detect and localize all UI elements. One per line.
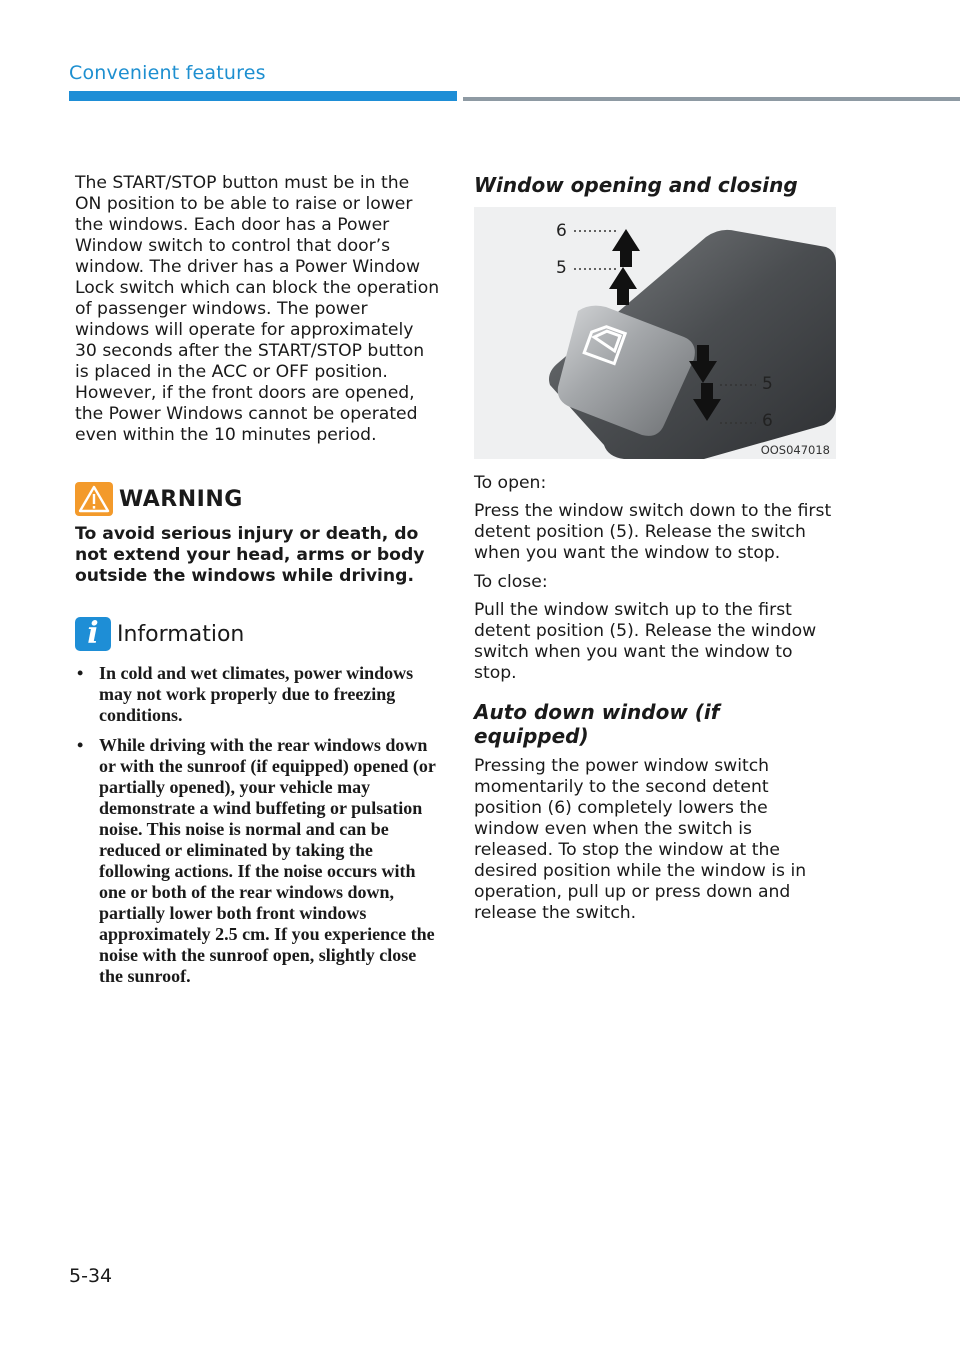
figure-label-up-near: 5 [556,258,567,278]
window-switch-illustration [474,207,836,459]
right-column [474,173,836,924]
auto-down-title: Auto down window (if equipped) [474,700,720,748]
figure-label-up-far: 6 [556,221,567,241]
warning-block [75,482,440,587]
header-rule-grey [463,97,960,101]
warning-text: To avoid serious injury or death, do not extend your head, arms or body outside the windows while driving. [75,524,425,586]
section-title: Window opening and closing [474,173,798,197]
information-title: Information [117,621,245,647]
figure-label-down-near: 5 [762,374,773,394]
arrow-up-near [609,267,637,305]
information-header [75,617,440,651]
figure-code: OOS047018 [760,443,830,457]
page-number: 5-34 [69,1265,113,1287]
header-title: Convenient features [69,62,266,84]
information-icon: i [75,617,111,651]
close-text: Pull the window switch up to the first detent position (5). Release the window switch when you want the window to stop. [474,600,817,683]
information-item: • While driving with the rear windows down or with the sunroof (if equipped) opened (or partially opened), your vehicle may demonstrate a wind buffeting or pulsation noise. This noise is normal and can be reduced or eliminated by taking the following actions. If the noise occurs with one or both of the rear windows down, partially lower both front windows approximately 2.5 cm. If you experience the noise with the sunroof open, slightly close the sunroof. [75,735,440,987]
left-column [75,173,440,996]
warning-header [75,482,440,516]
information-item: • In cold and wet climates, power windows may not work properly due to freezing conditions. [75,663,440,726]
close-label: To close: [474,572,548,592]
window-switch-figure [474,207,836,459]
information-block [75,617,440,987]
intro-paragraph: The START/STOP button must be in the ON position to be able to raise or lower the windows. Each door has a Power Window switch to control that door’s window. The driver has a Power Window Lock switch which can block the operation of passenger windows. The power windows will operate for approximately 30 seconds after the START/STOP button is placed in the ACC or OFF position. However, if the front doors are opened, the Power Windows cannot be operated even within the 10 minutes period. [75,173,440,445]
auto-down-text: Pressing the power window switch momentarily to the second detent position (6) completely lowers the window even when the switch is released. To stop the window at the desired position while the window is in operation, pull up or press down and release the switch. [474,756,807,923]
warning-title: WARNING [119,486,243,512]
warning-triangle-icon [75,482,113,516]
information-list [75,663,440,987]
header-rule-blue [69,91,457,101]
open-label: To open: [474,473,547,493]
open-text: Press the window switch down to the first detent position (5). Release the switch when you want the window to stop. [474,501,832,563]
arrow-up-far [612,229,640,267]
figure-label-down-far: 6 [762,411,773,431]
